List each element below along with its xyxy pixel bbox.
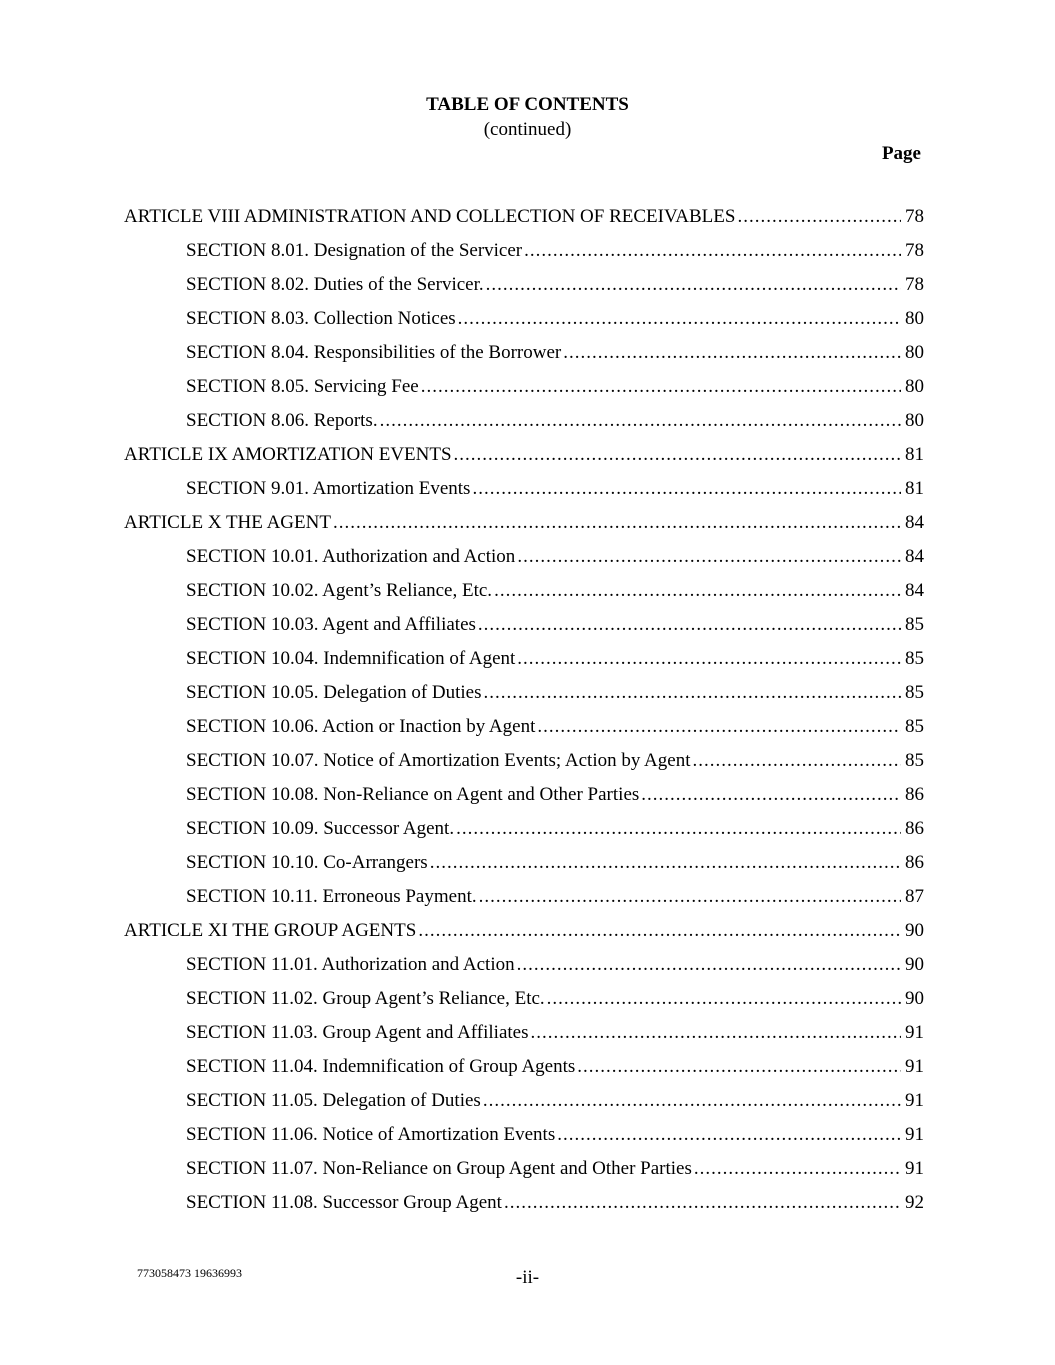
toc-section-entry[interactable] — [124, 951, 924, 985]
toc-entry-page: 86 — [905, 818, 924, 839]
dot-leader — [737, 203, 901, 231]
toc-entry-page: 80 — [905, 376, 924, 397]
toc-section-entry[interactable] — [124, 1053, 924, 1087]
dot-leader — [478, 611, 901, 639]
toc-entry-label: SECTION 8.05. Servicing Fee — [186, 376, 419, 397]
toc-section-entry[interactable] — [124, 577, 924, 611]
dot-leader — [333, 509, 901, 537]
toc-entry-label: ARTICLE XI THE GROUP AGENTS — [124, 920, 417, 941]
page-column-heading: Page — [881, 143, 921, 164]
dot-leader — [486, 271, 901, 299]
toc-entry-page: 81 — [905, 444, 924, 465]
toc-entry-label: SECTION 10.05. Delegation of Duties — [186, 682, 482, 703]
dot-leader — [430, 849, 901, 877]
toc-entry-label: SECTION 11.06. Notice of Amortization Events — [186, 1124, 556, 1145]
toc-entry-page: 78 — [905, 206, 924, 227]
toc-entry-page: 90 — [905, 954, 924, 975]
dot-leader — [537, 713, 901, 741]
toc-entry-label: SECTION 10.10. Co-Arrangers — [186, 852, 428, 873]
toc-entry-page: 81 — [905, 478, 924, 499]
dot-leader — [380, 407, 901, 435]
toc-entry-label: SECTION 10.04. Indemnification of Agent — [186, 648, 516, 669]
toc-article-entry[interactable] — [124, 441, 924, 475]
toc-section-entry[interactable] — [124, 373, 924, 407]
toc-section-entry[interactable] — [124, 543, 924, 577]
dot-leader — [547, 985, 901, 1013]
dot-leader — [494, 577, 901, 605]
toc-entry-page: 91 — [905, 1158, 924, 1179]
toc-entry-label: SECTION 10.01. Authorization and Action — [186, 546, 516, 567]
toc-section-entry[interactable] — [124, 747, 924, 781]
toc-entry-page: 78 — [905, 240, 924, 261]
toc-entry-page: 86 — [905, 784, 924, 805]
dot-leader — [577, 1053, 901, 1081]
dot-leader — [479, 883, 901, 911]
dot-leader — [458, 305, 901, 333]
dot-leader — [454, 441, 901, 469]
toc-section-entry[interactable] — [124, 271, 924, 305]
toc-entry-label: SECTION 8.06. Reports. — [186, 410, 378, 431]
toc-section-entry[interactable] — [124, 1189, 924, 1223]
toc-section-entry[interactable] — [124, 1121, 924, 1155]
toc-title: TABLE OF CONTENTS — [426, 94, 629, 115]
page-number: -ii- — [515, 1267, 540, 1288]
toc-entry-label: SECTION 8.02. Duties of the Servicer. — [186, 274, 484, 295]
toc-list — [124, 203, 924, 1223]
dot-leader — [557, 1121, 901, 1149]
toc-entry-page: 85 — [905, 716, 924, 737]
toc-section-entry[interactable] — [124, 339, 924, 373]
toc-section-entry[interactable] — [124, 1019, 924, 1053]
toc-entry-page: 91 — [905, 1124, 924, 1145]
dot-leader — [418, 917, 901, 945]
toc-entry-label: SECTION 8.04. Responsibilities of the Borrower — [186, 342, 562, 363]
toc-entry-label: SECTION 10.03. Agent and Affiliates — [186, 614, 476, 635]
toc-entry-page: 80 — [905, 342, 924, 363]
toc-entry-page: 91 — [905, 1090, 924, 1111]
toc-section-entry[interactable] — [124, 407, 924, 441]
toc-section-entry[interactable] — [124, 1087, 924, 1121]
toc-section-entry[interactable] — [124, 1155, 924, 1189]
toc-article-entry[interactable] — [124, 509, 924, 543]
dot-leader — [531, 1019, 902, 1047]
toc-entry-page: 85 — [905, 614, 924, 635]
toc-entry-label: SECTION 11.08. Successor Group Agent — [186, 1192, 502, 1213]
toc-entry-label: SECTION 10.06. Action or Inaction by Agent — [186, 716, 536, 737]
toc-entry-label: SECTION 10.11. Erroneous Payment. — [186, 886, 477, 907]
dot-leader — [483, 1087, 901, 1115]
toc-entry-label: SECTION 11.05. Delegation of Duties — [186, 1090, 481, 1111]
toc-entry-label: SECTION 10.02. Agent’s Reliance, Etc. — [186, 580, 493, 601]
dot-leader — [504, 1189, 901, 1217]
toc-entry-label: ARTICLE X THE AGENT — [124, 512, 331, 533]
toc-section-entry[interactable] — [124, 645, 924, 679]
dot-leader — [472, 475, 901, 503]
toc-entry-page: 91 — [905, 1022, 924, 1043]
document-id: 773058473 19636993 — [137, 1266, 242, 1280]
toc-section-entry[interactable] — [124, 883, 924, 917]
dot-leader — [456, 815, 901, 843]
dot-leader — [517, 951, 901, 979]
toc-entry-page: 78 — [905, 274, 924, 295]
toc-entry-label: SECTION 11.02. Group Agent’s Reliance, Etc. — [186, 988, 545, 1009]
toc-section-entry[interactable] — [124, 713, 924, 747]
toc-entry-label: SECTION 11.07. Non-Reliance on Group Agent and Other Parties — [186, 1158, 692, 1179]
toc-entry-page: 87 — [905, 886, 924, 907]
toc-entry-page: 90 — [905, 920, 924, 941]
toc-entry-label: ARTICLE VIII ADMINISTRATION AND COLLECTION OF RECEIVABLES — [124, 206, 736, 227]
toc-entry-page: 84 — [905, 580, 924, 601]
dot-leader — [694, 1155, 901, 1183]
toc-section-entry[interactable] — [124, 305, 924, 339]
toc-entry-page: 91 — [905, 1056, 924, 1077]
toc-section-entry[interactable] — [124, 781, 924, 815]
toc-section-entry[interactable] — [124, 679, 924, 713]
toc-article-entry[interactable] — [124, 203, 924, 237]
toc-entry-page: 84 — [905, 546, 924, 567]
toc-entry-label: SECTION 10.09. Successor Agent. — [186, 818, 455, 839]
dot-leader — [484, 679, 901, 707]
toc-entry-page: 80 — [905, 308, 924, 329]
toc-entry-page: 84 — [905, 512, 924, 533]
toc-entry-page: 92 — [905, 1192, 924, 1213]
dot-leader — [517, 543, 901, 571]
toc-entry-label: SECTION 11.03. Group Agent and Affiliates — [186, 1022, 529, 1043]
toc-entry-label: ARTICLE IX AMORTIZATION EVENTS — [124, 444, 452, 465]
toc-subtitle: (continued) — [483, 119, 572, 140]
toc-section-entry[interactable] — [124, 611, 924, 645]
toc-section-entry[interactable] — [124, 237, 924, 271]
toc-article-entry[interactable] — [124, 917, 924, 951]
toc-entry-label: SECTION 10.07. Notice of Amortization Events; Action by Agent — [186, 750, 691, 771]
toc-entry-label: SECTION 8.01. Designation of the Servicer — [186, 240, 523, 261]
dot-leader — [563, 339, 901, 367]
dot-leader — [524, 237, 901, 265]
toc-entry-page: 90 — [905, 988, 924, 1009]
toc-entry-label: SECTION 11.01. Authorization and Action — [186, 954, 515, 975]
toc-entry-label: SECTION 11.04. Indemnification of Group Agents — [186, 1056, 576, 1077]
toc-section-entry[interactable] — [124, 985, 924, 1019]
toc-entry-page: 80 — [905, 410, 924, 431]
toc-section-entry[interactable] — [124, 815, 924, 849]
dot-leader — [693, 747, 902, 775]
toc-section-entry[interactable] — [124, 849, 924, 883]
toc-entry-page: 85 — [905, 682, 924, 703]
dot-leader — [421, 373, 901, 401]
dot-leader — [641, 781, 901, 809]
toc-entry-label: SECTION 8.03. Collection Notices — [186, 308, 456, 329]
dot-leader — [517, 645, 901, 673]
toc-entry-page: 85 — [905, 750, 924, 771]
toc-section-entry[interactable] — [124, 475, 924, 509]
toc-entry-page: 86 — [905, 852, 924, 873]
toc-entry-label: SECTION 10.08. Non-Reliance on Agent and Other Parties — [186, 784, 640, 805]
toc-entry-label: SECTION 9.01. Amortization Events — [186, 478, 471, 499]
toc-entry-page: 85 — [905, 648, 924, 669]
